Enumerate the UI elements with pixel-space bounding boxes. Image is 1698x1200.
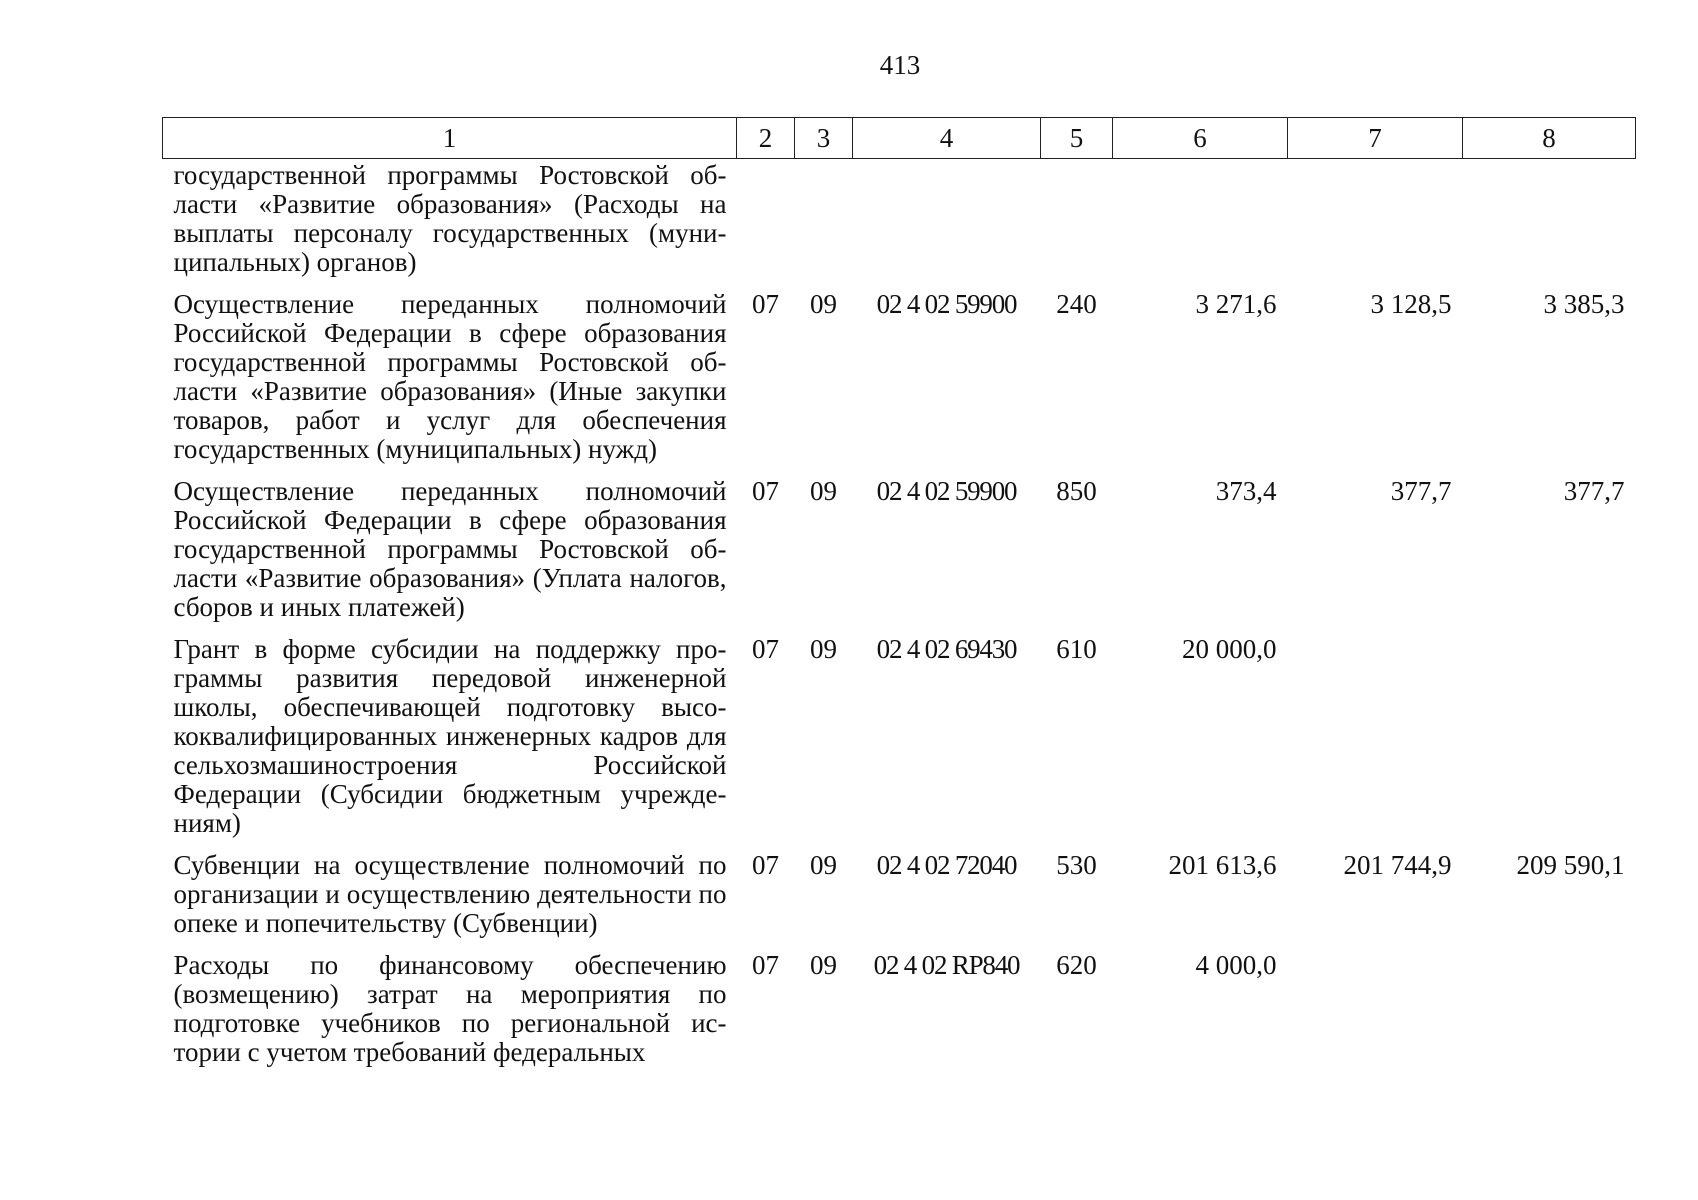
header-col-6: 6 [1113, 118, 1288, 159]
table-row [163, 851, 1636, 951]
row-expense-type: 610 [1056, 634, 1097, 664]
row-target-article: 02 4 02 69430 [876, 634, 1017, 664]
row-section: 07 [752, 289, 779, 319]
header-row [163, 118, 1636, 159]
table-row [163, 159, 1636, 291]
row-target-article: 02 4 02 59900 [876, 289, 1017, 319]
row-subsection: 09 [810, 289, 837, 319]
row-section [737, 159, 795, 291]
header-col-5: 5 [1041, 118, 1113, 159]
row-section: 07 [752, 850, 779, 880]
row-amount-6 [1113, 159, 1288, 291]
row-amount-6: 20 000,0 [1182, 634, 1277, 664]
row-amount-8: 3 385,3 [1543, 289, 1625, 319]
row-amount-6: 4 000,0 [1195, 950, 1277, 980]
header-col-3: 3 [795, 118, 853, 159]
table-body [163, 159, 1636, 1081]
row-expense-type [1041, 159, 1113, 291]
row-amount-7 [1288, 159, 1463, 291]
header-col-8: 8 [1463, 118, 1636, 159]
row-amount-7: 377,7 [1390, 476, 1452, 506]
table-row [163, 635, 1636, 851]
row-subsection: 09 [810, 850, 837, 880]
row-section: 07 [752, 476, 779, 506]
table-row [163, 290, 1636, 477]
row-amount-7 [1288, 635, 1463, 851]
row-amount-8: 209 590,1 [1516, 850, 1625, 880]
row-subsection: 09 [810, 476, 837, 506]
row-amount-8 [1463, 951, 1636, 1080]
row-description: Осуществление переданных полномочий Российской Федерации в сфере образования государственной программы Ростовской области «Развитие образования» (Уплата налогов, сборов и иных платежей) [173, 476, 727, 622]
row-subsection: 09 [810, 634, 837, 664]
row-description: Осуществление переданных полномочий Российской Федерации в сфере образования государственной программы Ростовской области «Развитие образования» (Иные закупки товаров, работ и услуг для обеспечения государственных (муниципальных) нужд) [173, 289, 727, 464]
row-amount-7 [1288, 951, 1463, 1080]
row-target-article: 02 4 02 72040 [876, 850, 1017, 880]
row-amount-6: 201 613,6 [1168, 850, 1277, 880]
row-amount-7: 201 744,9 [1343, 850, 1452, 880]
table-row [163, 951, 1636, 1080]
row-amount-8 [1463, 635, 1636, 851]
row-expense-type: 530 [1056, 850, 1097, 880]
row-expense-type: 850 [1056, 476, 1097, 506]
table-row [163, 477, 1636, 635]
row-section: 07 [752, 950, 779, 980]
row-subsection: 09 [810, 950, 837, 980]
row-subsection [795, 159, 853, 291]
table-header [163, 118, 1636, 159]
row-description: Расходы по финансовому обеспечению (возмещению) затрат на мероприятия по подготовке учебников по региональной истории с учетом требований федеральных [173, 950, 727, 1067]
header-col-7: 7 [1288, 118, 1463, 159]
budget-table [162, 117, 1636, 1080]
row-amount-7: 3 128,5 [1370, 289, 1452, 319]
row-description: Субвенции на осуществление полномочий по организации и осуществлению деятельности по опеке и попечительству (Субвенции) [173, 850, 727, 938]
header-col-4: 4 [853, 118, 1041, 159]
row-amount-8: 377,7 [1563, 476, 1625, 506]
row-target-article: 02 4 02 RP840 [873, 950, 1020, 980]
row-amount-6: 373,4 [1215, 476, 1277, 506]
row-amount-6: 3 271,6 [1195, 289, 1277, 319]
row-description: государственной программы Ростовской области «Развитие образования» (Расходы на выплаты персоналу государственных (муниципальных) органов) [173, 160, 727, 277]
row-amount-8 [1463, 159, 1636, 291]
header-col-2: 2 [737, 118, 795, 159]
header-col-1: 1 [163, 118, 737, 159]
row-target-article: 02 4 02 59900 [876, 476, 1017, 506]
row-expense-type: 620 [1056, 950, 1097, 980]
row-expense-type: 240 [1056, 289, 1097, 319]
row-section: 07 [752, 634, 779, 664]
row-description: Грант в форме субсидии на поддержку программы развития передовой инженерной школы, обеспечивающей подготовку высококвалифицированных инженерных кадров для сельхозмашиностроения Российской Федерации (Субсидии бюджетным учреждениям) [173, 634, 727, 838]
page-number: 413 [879, 50, 921, 80]
row-target-article [853, 159, 1041, 291]
